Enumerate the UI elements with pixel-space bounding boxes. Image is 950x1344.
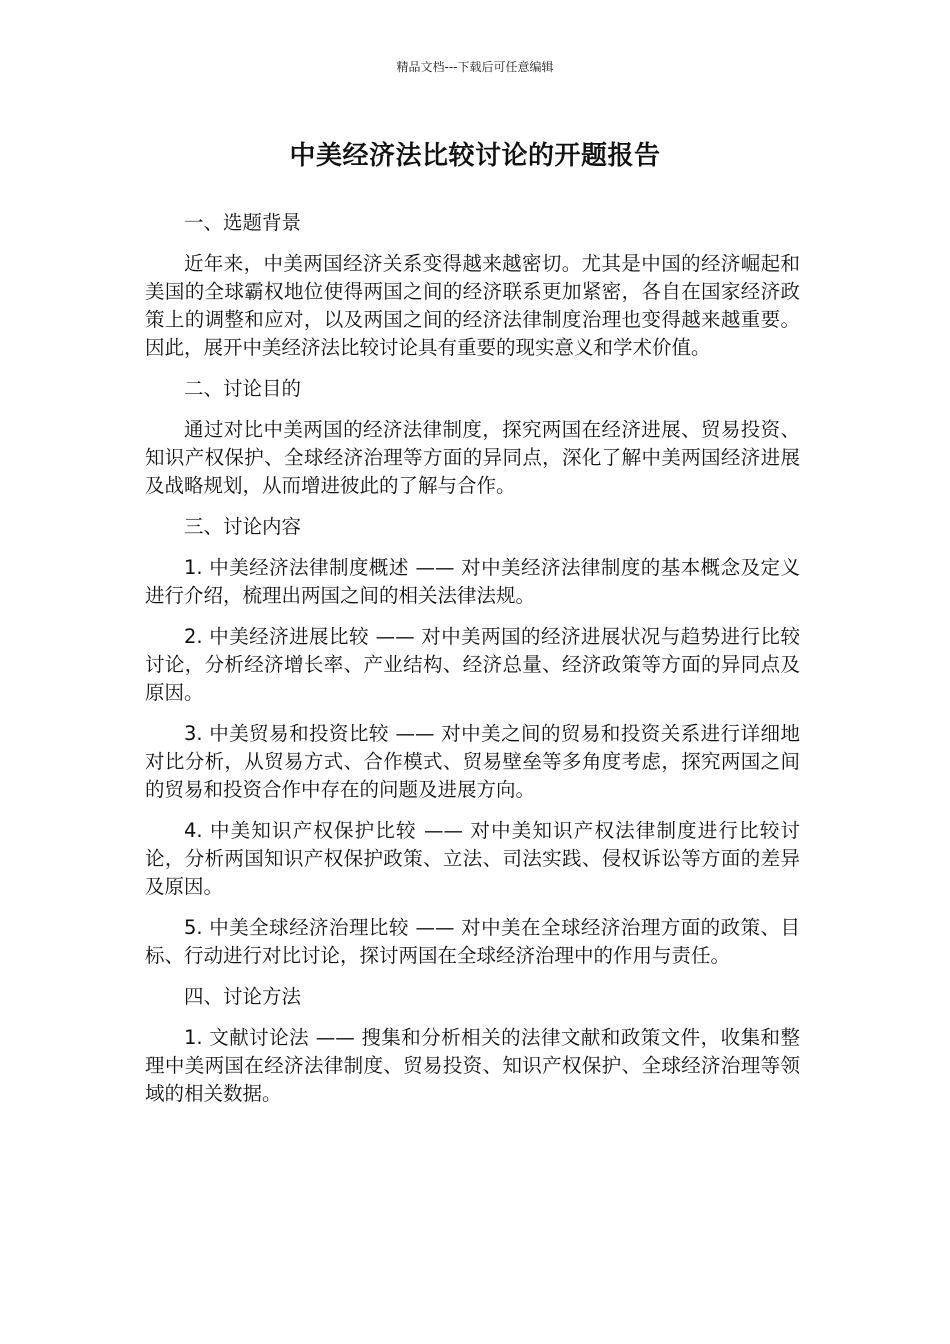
document-body [145,209,800,1121]
content-item: 2. 中美经济进展比较 —— 对中美两国的经济进展状况与趋势进行比较讨论，分析经济增长率、产业结构、经济总量、经济政策等方面的异同点及原因。 [145,625,800,704]
background-paragraph: 近年来，中美两国经济关系变得越来越密切。尤其是中国的经济崛起和美国的全球霸权地位使得两国之间的经济联系更加紧密，各自在国家经济政策上的调整和应对，以及两国之间的经济法律制度治理也变得越来越重要。因此，展开中美经济法比较讨论具有重要的现实意义和学术价值。 [145,252,800,359]
document-title: 中美经济法比较讨论的开题报告 [289,141,661,171]
content-item: 4. 中美知识产权保护比较 —— 对中美知识产权法律制度进行比较讨论，分析两国知识产权保护政策、立法、司法实践、侵权诉讼等方面的差异及原因。 [145,819,800,898]
section-heading-content: 三、讨论内容 [184,515,302,538]
page-header: 精品文档---下载后可任意编辑 [396,60,554,74]
content-item: 3. 中美贸易和投资比较 —— 对中美之间的贸易和投资关系进行详细地对比分析，从贸易方式、合作模式、贸易壁垒等多角度考虑，探究两国之间的贸易和投资合作中存在的问题及进展方向。 [145,722,800,801]
purpose-paragraph: 通过对比中美两国的经济法律制度，探究两国在经济进展、贸易投资、知识产权保护、全球经济治理等方面的异同点，深化了解中美两国经济进展及战略规划，从而增进彼此的了解与合作。 [145,418,800,497]
method-item: 1. 文献讨论法 —— 搜集和分析相关的法律文献和政策文件，收集和整理中美两国在经济法律制度、贸易投资、知识产权保护、全球经济治理等领域的相关数据。 [145,1026,800,1105]
section-heading-purpose: 二、讨论目的 [184,377,302,400]
content-item: 5. 中美全球经济治理比较 —— 对中美在全球经济治理方面的政策、目标、行动进行对比讨论，探讨两国在全球经济治理中的作用与责任。 [145,916,800,967]
section-heading-background: 一、选题背景 [184,211,302,234]
content-item: 1. 中美经济法律制度概述 —— 对中美经济法律制度的基本概念及定义进行介绍，梳理出两国之间的相关法律法规。 [145,556,800,607]
section-heading-method: 四、讨论方法 [184,985,302,1008]
